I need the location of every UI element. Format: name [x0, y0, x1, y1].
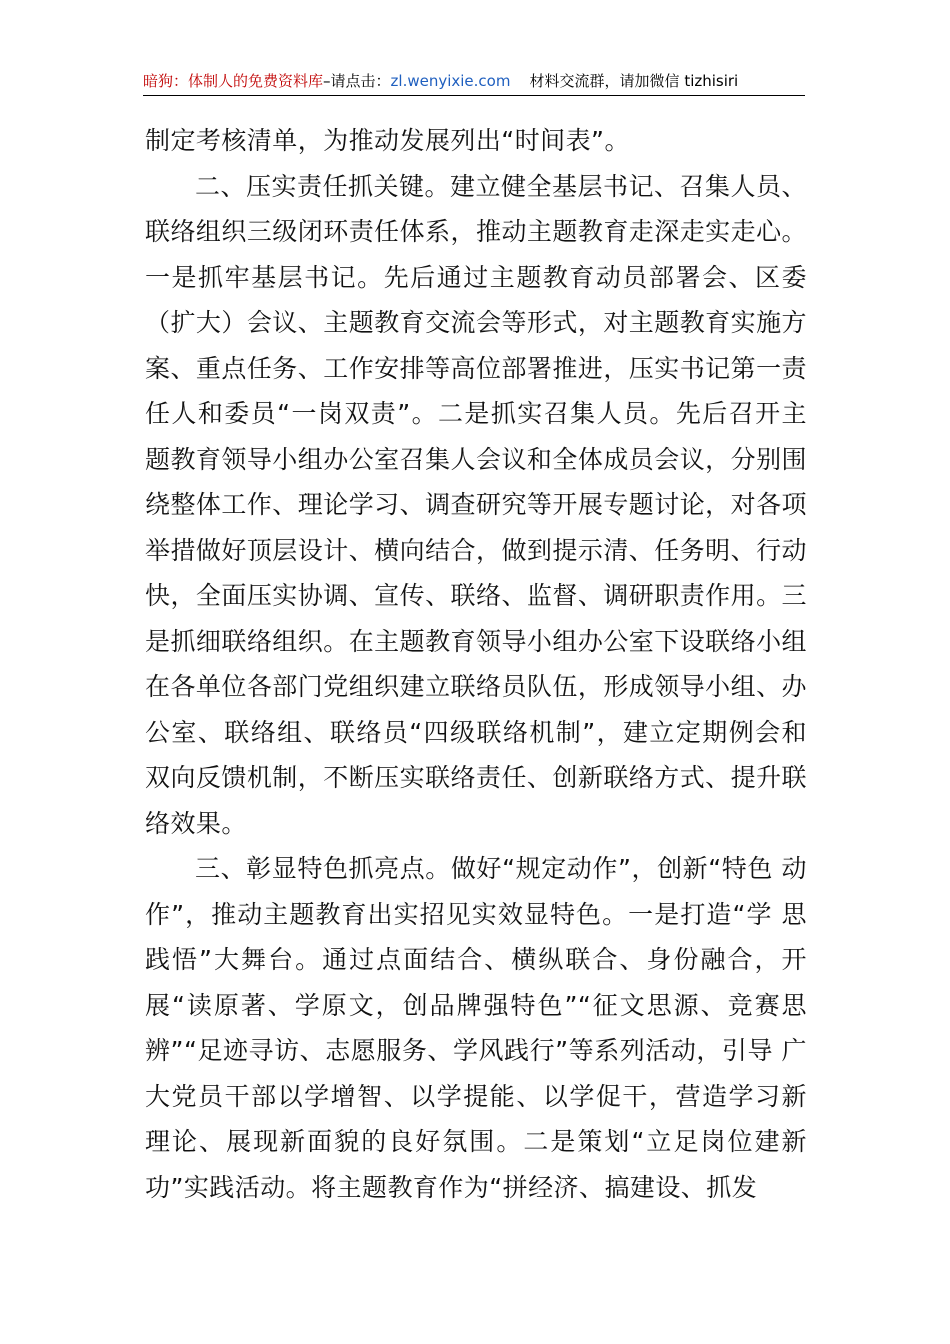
- text-line: 在各单位各部门党组织建立联络员队伍，形成领导小组、办: [145, 672, 807, 701]
- text-line: 展“读原著、学原文，创品牌强特色”“征文思源、竞赛思: [145, 990, 807, 1020]
- text-line: 广大党员干部以学增智、以学提能、以学促干，营造学习新: [145, 1036, 807, 1111]
- text-line: 案、重点任务、工作安排等高位部署推进，压实书记第一责: [145, 353, 807, 383]
- text-line: 是抓细联络组织。在主题教育领导小组办公室下设联络小组: [145, 626, 807, 656]
- page-header: [143, 70, 805, 94]
- header-contact: 材料交流群，请加微信 tizhisiri: [529, 72, 739, 90]
- text-line: 功”实践活动。将主题教育作为“拼经济、搞建设、抓发: [145, 1172, 758, 1202]
- header-spacer: [510, 72, 529, 90]
- text-line: （扩大）会议、主题教育交流会等形式，对主题教育实施方: [145, 308, 807, 337]
- text-line: 一是抓牢基层书记。先后通过主题教育动员部署会、区委: [145, 262, 807, 292]
- text-line: 络效果。: [145, 808, 247, 838]
- text-line: 快，全面压实协调、宣传、联络、监督、调研职责作用。三: [145, 581, 807, 610]
- text-line: 双向反馈机制，不断压实联络责任、创新联络方式、提升联: [145, 763, 807, 792]
- text-line: 任人和委员“一岗双责”。二是抓实召集人员。先后召开主: [145, 399, 807, 428]
- header-prompt: –请点击：: [323, 72, 391, 90]
- document-body: [145, 118, 807, 1210]
- paragraph-section-two: [145, 164, 807, 847]
- text-line: 公室、联络组、联络员“四级联络机制”，建立定期例会和: [145, 717, 807, 747]
- header-url-link[interactable]: zl.wenyixie.com: [390, 72, 511, 90]
- text-line: 题教育领导小组办公室召集人会议和全体成员会议，分别围: [145, 444, 807, 474]
- paragraph-section-three: [145, 846, 807, 1210]
- text-line: 联络组织三级闭环责任体系，推动主题教育走深走实走心。: [145, 217, 807, 246]
- text-line: 思践悟”大舞台。通过点面结合、横纵联合、身份融合，开: [145, 899, 807, 974]
- text-line: 三、彰显特色抓亮点。做好“规定动作”，创新“特色: [195, 854, 773, 883]
- header-site-name: 暗狗：体制人的免费资料库: [143, 72, 324, 90]
- text-line: 理论、展现新面貌的良好氛围。二是策划“立足岗位建新: [145, 1127, 807, 1156]
- text-line: 动作”，推动主题教育出实招见实效显特色。一是打造“学: [145, 854, 807, 929]
- header-divider: [143, 95, 805, 96]
- text-line: 辨”“足迹寻访、志愿服务、学风践行”等系列活动，引导: [145, 1036, 774, 1065]
- text-line: 制定考核清单，为推动发展列出“时间表”。: [145, 126, 630, 155]
- text-line: 举措做好顶层设计、横向结合，做到提示清、任务明、行动: [145, 535, 807, 565]
- text-line: 二、压实责任抓关键。建立健全基层书记、召集人员、: [195, 171, 807, 201]
- text-line: 绕整体工作、理论学习、调查研究等开展专题讨论，对各项: [145, 490, 807, 519]
- paragraph-continuation: [145, 118, 807, 164]
